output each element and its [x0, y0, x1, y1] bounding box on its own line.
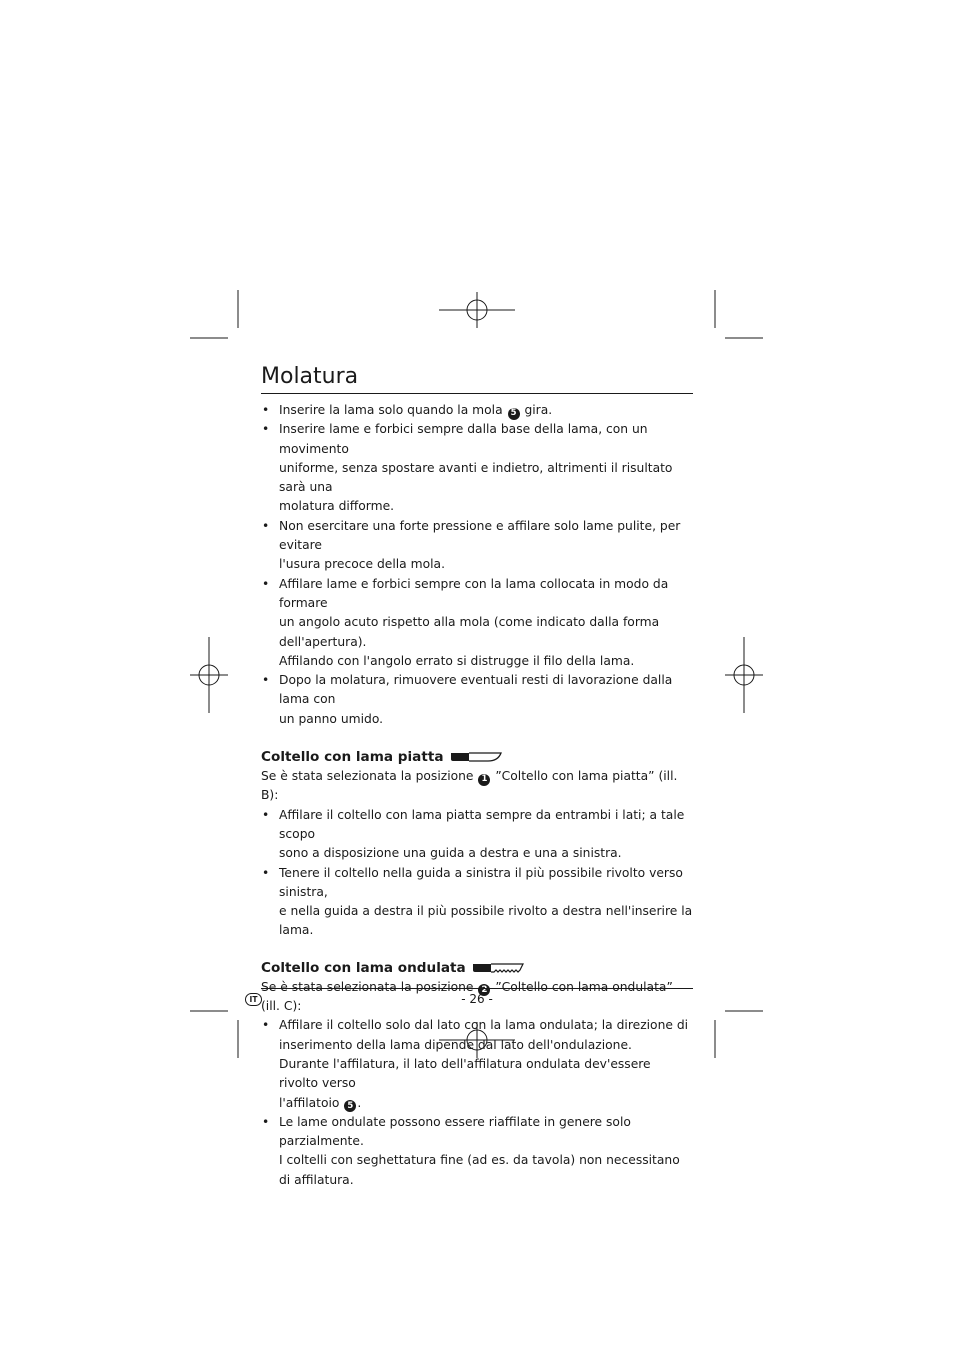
text-line: inserimento della lama dipende dal lato dell'ondulazione. — [279, 1037, 632, 1052]
text-line: • Affilare il coltello solo dal lato con la lama ondulata; la direzione di — [279, 1018, 689, 1033]
text-line — [279, 1094, 693, 1113]
text-line: un angolo acuto rispetto alla mola (come indicato dalla forma dell'apertura). — [279, 615, 660, 649]
text-line: • Le lame ondulate possono essere riaffilate in genere solo parzialmente. — [279, 1114, 631, 1149]
text-line: uniforme, senza spostare avanti e indietro, altrimenti il risultato sarà una — [279, 460, 673, 495]
list-item-text: gira. — [520, 403, 553, 417]
list-item — [261, 517, 693, 575]
line-text: . — [357, 1095, 362, 1110]
list-item — [261, 420, 693, 516]
serrated-blade-list — [261, 1016, 693, 1190]
section-intro — [261, 767, 693, 806]
text-line: • Affilare il coltello con lama piatta sempre da entrambi i lati; a tale scopo — [279, 807, 685, 841]
intro-text: ”Coltello con lama ondulata” (ill. C): — [261, 979, 673, 1014]
list-item-text: Inserire la lama solo quando la mola — [279, 403, 507, 417]
list-item — [261, 401, 693, 420]
flat-blade-knife-icon — [450, 751, 502, 763]
text-line: • Affilare lame e forbici sempre con la lama collocata in modo da formare — [279, 576, 669, 610]
text-line: sono a disposizione una guida a destra e una a sinistra. — [279, 846, 622, 861]
part-number-badge: 1 — [478, 774, 490, 786]
text-line: l'usura precoce della mola. — [279, 557, 445, 572]
section-heading-serrated-blade — [261, 958, 693, 978]
intro-text: Se è stata selezionata la posizione — [261, 979, 478, 994]
serrated-blade-knife-icon — [472, 962, 524, 974]
list-item — [261, 1016, 693, 1112]
list-item — [261, 864, 693, 941]
list-item — [261, 671, 693, 729]
line-text: l'affilatoio — [279, 1095, 344, 1110]
text-line: I coltelli con seghettatura fine (ad es. da tavola) non necessitano di affilatura. — [279, 1153, 680, 1187]
section-heading-flat-blade — [261, 747, 693, 767]
page-content — [261, 362, 693, 1190]
intro-text: ”Coltello con lama piatta” (ill. B): — [261, 769, 678, 803]
text-line: molatura difforme. — [279, 499, 395, 514]
part-number-badge: 5 — [344, 1100, 356, 1112]
molatura-list — [261, 401, 693, 729]
part-number-badge: 5 — [508, 408, 520, 420]
intro-text: Se è stata selezionata la posizione — [261, 769, 478, 784]
text-line: Durante l'affilatura, il lato dell'affilatura ondulata dev'essere rivolto verso — [279, 1056, 651, 1091]
list-item — [261, 575, 693, 671]
section-heading-text: Coltello con lama ondulata — [261, 959, 466, 976]
page-number: - 26 - — [461, 992, 493, 1006]
text-line: un panno umido. — [279, 711, 384, 726]
text-line: e nella guida a destra il più possibile rivolto a destra nell'inserire la lama. — [279, 904, 693, 938]
text-line: • Inserire lame e forbici sempre dalla base della lama, con un movimento — [279, 422, 648, 456]
text-line: • Dopo la molatura, rimuovere eventuali resti di lavorazione dalla lama con — [279, 673, 673, 707]
text-line: • Non esercitare una forte pressione e affilare solo lame pulite, per evitare — [279, 518, 681, 553]
list-item — [261, 1113, 693, 1190]
page-title: Molatura — [261, 362, 693, 394]
text-line: • Tenere il coltello nella guida a sinistra il più possibile rivolto verso sinistra, — [279, 865, 683, 899]
language-badge: IT — [245, 993, 262, 1006]
footer-rule — [261, 988, 693, 989]
list-item — [261, 806, 693, 864]
section-heading-text: Coltello con lama piatta — [261, 749, 444, 766]
part-number-badge: 2 — [478, 984, 490, 996]
text-line: Affilando con l'angolo errato si distrugge il filo della lama. — [279, 653, 635, 668]
flat-blade-list — [261, 806, 693, 941]
